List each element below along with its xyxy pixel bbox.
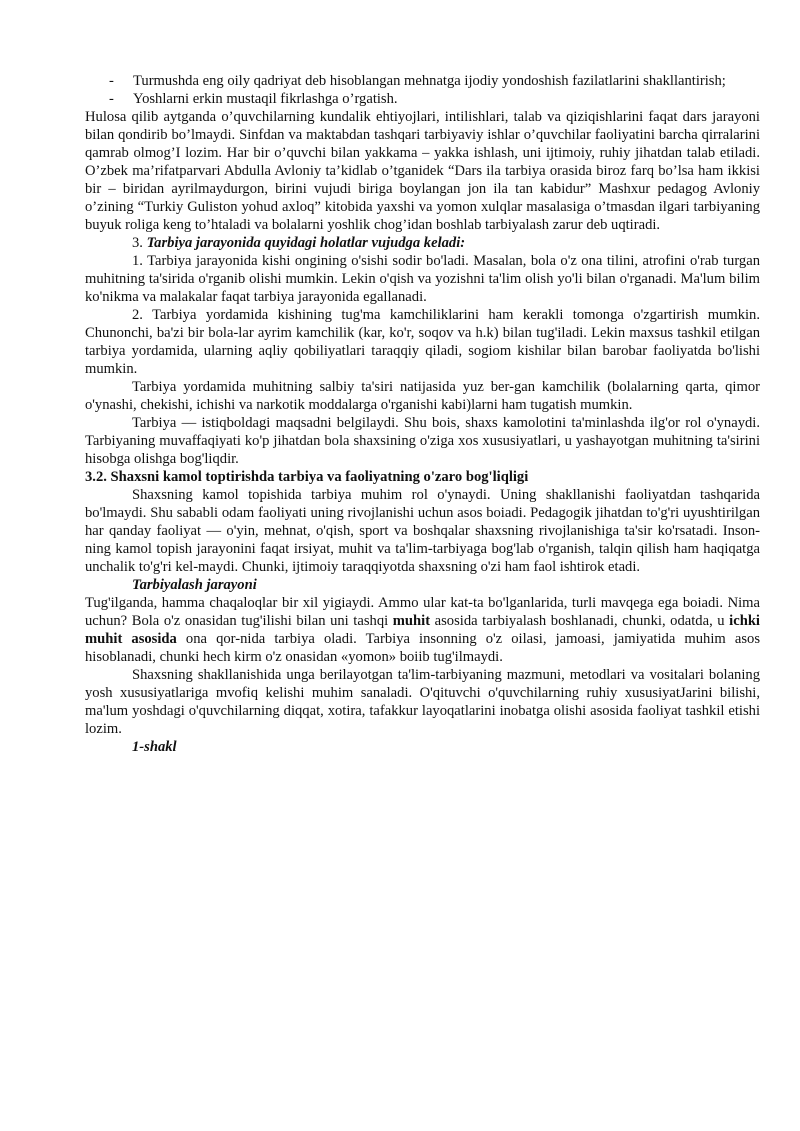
bullet-item <box>85 90 760 108</box>
birth-bold-term: muhit <box>392 613 431 629</box>
process-subheading: Tarbiyalash jarayoni <box>132 577 257 593</box>
section-3-title: Tarbiya jarayonida quyidagi holatlar vujudga keladi: <box>146 235 466 251</box>
section-3-heading <box>85 234 760 252</box>
numbered-item-1: 1. Tarbiya jarayonida kishi ongining o'sishi sodir bo'ladi. Masalan, bola o'z ona tilini, atrofini o'rab turgan muhitning ta'sirida o'rganib olishi mumkin. Lekin o'qish va yozishni ta'lim olish yo'li bilan o'rganadi. Ma'lum bilim ko'nikma va malakalar faqat tarbiya jarayonida egallanadi. <box>85 253 760 305</box>
conclusion-paragraph: Hulosa qilib aytganda o’quvchilarning kundalik ehtiyojlari, intilishlari, talab va qiziqishlarini faqat dars jarayoni bilan qondirib bo’lmaydi. Sinfdan va maktabdan tashqari tarbiyaviy ishlar o’quvchilar faoliyatini barcha qirralarini qamrab olmog’I lozim. Har bir o’quvchi bilan yakkama – yakka ishlash, uni ijtimoiy, ruhiy jihatdan talab etiladi. O’zbek ma’rifatparvari Abdulla Avloniy ta’kidlab o’tganidek “Dars ila tarbiya orasida biroz farq bo’lsa ham ikkisi bir – biridan ayrilmaydurgon, birini vujudi biriga boylangan jon ila tan kabidur” Mashxur pedagog Avloniy o’zining “Turkiy Guliston yohud axloq” kitobida yaxshi va yomon xulqlar masalasiga o’tmasdan ilgari tarbiyaning buyuk roliga keng to’htaladi va bolalarni yoshlik chog’idan boshlab tarbiyalash zarur deb uqtiradi. <box>85 109 760 233</box>
bullet-dash: - <box>109 73 114 89</box>
birth-text-part: asosida tarbiyalash boshlanadi, chunki, odatda, u <box>430 613 730 629</box>
environment-paragraph: Tarbiya yordamida muhitning salbiy ta'siri natijasida yuz ber-gan kamchilik (bolalarning qarta, qimor o'ynashi, chekishi, ichishi va narkotik moddalarga o'rganishi kabi)larni ham tugatish mumkin. <box>85 379 760 413</box>
birth-text-part: ona qor-nida tarbiya oladi. Tarbiya insonning o'z oilasi, jamoasi, jamiyatida muhim asos hisoblanadi, chunki hech kirm o'z onasidan «yomon» boiib tug'ilmaydi. <box>85 631 760 665</box>
bullet-text: Yoshlarni erkin mustaqil fikrlashga o’rgatish. <box>133 91 398 107</box>
goal-paragraph: Tarbiya — istiqboldagi maqsadni belgilaydi. Shu bois, shaxs kamolotini ta'minlashda ilg'or rol o'ynaydi. Tarbiyaning muvaffaqiyati ko'p jihatdan bola shaxsining o'ziga xos xususiyatlari, u yashayotgan muhitning ta'sirini hisobga olishga bog'liqdir. <box>85 415 760 467</box>
figure-caption: 1-shakl <box>132 739 177 755</box>
document-body <box>85 72 760 756</box>
birth-bold-term: ichki muhit asosida <box>85 613 760 647</box>
birth-text-part: Tug'ilganda, hamma chaqaloqlar bir xil yigiaydi. Ammo ular kat-ta bo'lganlarida, turli mavqega ega boiadi. Nima uchun? Bola o'z onasidan tug'ilishi bilan uni tashqi <box>85 595 760 629</box>
bullet-dash: - <box>109 91 114 107</box>
numbered-item-2: 2. Tarbiya yordamida kishining tug'ma kamchiliklarini ham kerakli tomonga o'zgartirish mumkin. Chunonchi, ba'zi bir bola-lar ayrim kamchilik (kar, ko'r, soqov va h.k) bilan tug'iladi. Lekin maxsus tashkil etilgan tarbiya yordamida, ularning aqliy qobiliyatlari taraqqiy qiladi, sogiom kishilar bilan barobar faoliyatda bo'lishi mumkin. <box>85 307 760 377</box>
bullet-text: Turmushda eng oily qadriyat deb hisoblangan mehnatga ijodiy yondoshish fazilatlarini shakllantirish; <box>133 73 726 89</box>
section-3-number: 3. <box>132 235 143 251</box>
personality-paragraph: Shaxsning kamol topishida tarbiya muhim rol o'ynaydi. Uning shakllanishi faoliyatdan tashqarida bo'lmaydi. Shu sababli odam faoliyati uning rivojlanishi uchun asos boiadi. Pedagogik jihatdan to'g'ri uyushtirilgan har qanday faoliyat — o'yin, mehnat, o'qish, sport va boshqalar shaxsning rivojlanishiga ta'sir ko'rsatadi. Inson-ning kamol topish jarayonini faqat irsiyat, muhit va ta'lim-tarbiyaga bog'lab o'rganish, talqin qilish ham haqiqatga unchalik to'g'ri kel-maydi. Chunki, ijtimoiy taraqqiyotda shaxsning o'zi ham faol ishtirok etadi. <box>85 487 760 575</box>
bullet-item <box>85 72 760 90</box>
birth-paragraph <box>85 594 760 666</box>
content-paragraph: Shaxsning shakllanishida unga berilayotgan ta'lim-tarbiyaning mazmuni, metodlari va vositalari bolaning yosh xususiyatlariga mvofiq kelishi muhim sanaladi. O'qituvchi o'quvchilarning ruhiy xususiyatJarini bilishi, ma'lum yoshdagi o'quvchilarning diqqat, xotira, tafakkur layoqatlarini inobatga olishi asosida faoliyat tashkil etishi lozim. <box>85 667 760 737</box>
section-3-2-heading: 3.2. Shaxsni kamol toptirishda tarbiya va faoliyatning o'zaro bog'liqligi <box>85 469 529 485</box>
